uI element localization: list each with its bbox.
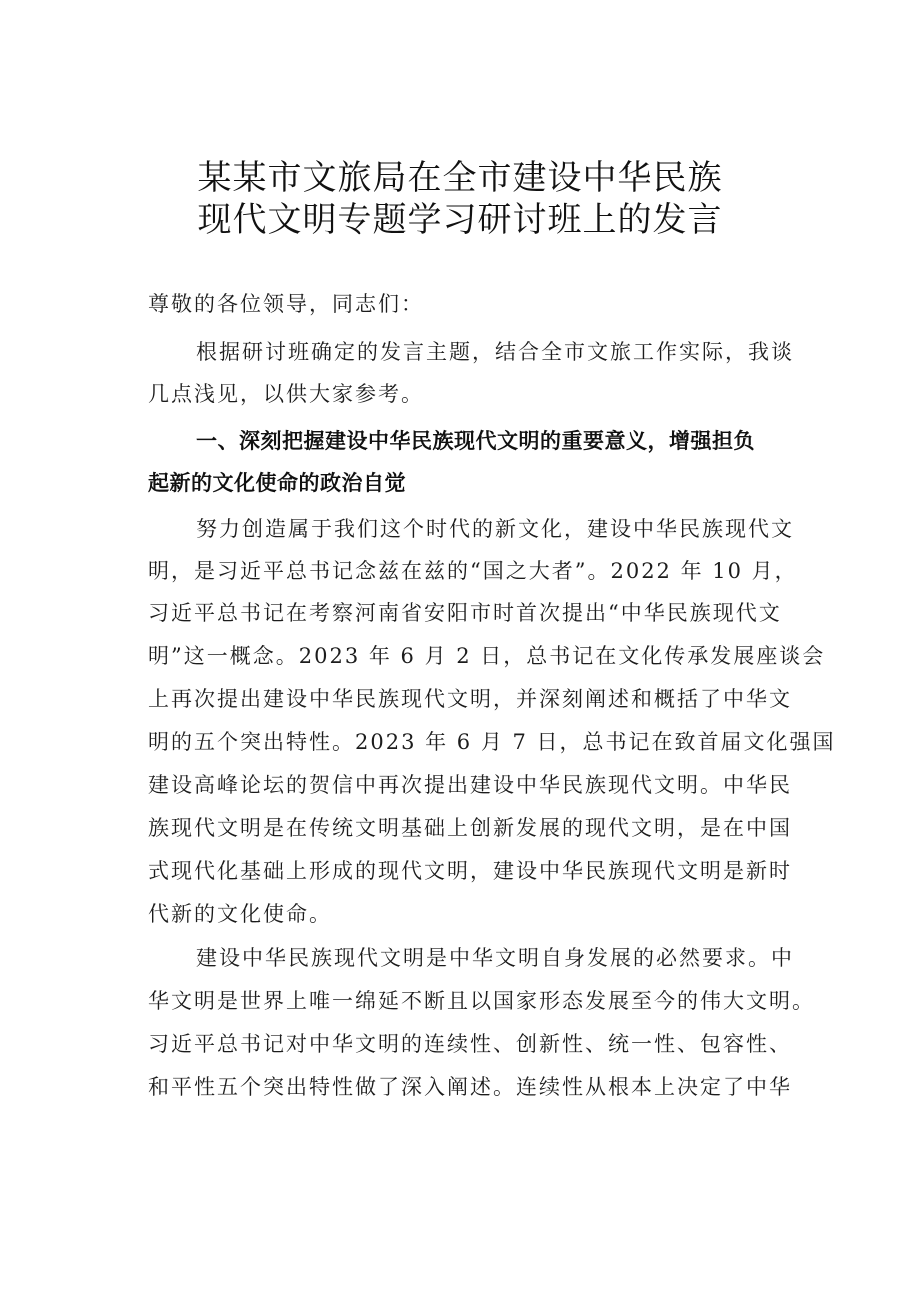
body-line: 努力创造属于我们这个时代的新文化，建设中华民族现代文 (196, 517, 794, 541)
body-line: 明的五个突出特性。2023 年 6 月 7 日，总书记在致首届文化强国 (148, 730, 836, 754)
body-line: 建设高峰论坛的贺信中再次提出建设中华民族现代文明。中华民 (148, 773, 792, 797)
body-line: 习近平总书记对中华文明的连续性、创新性、统一性、包容性、 (148, 1032, 792, 1056)
body-line: 族现代文明是在传统文明基础上创新发展的现代文明，是在中国 (148, 816, 792, 840)
document-title-line-1: 某某市文旅局在全市建设中华民族 (197, 158, 723, 198)
section-heading: 起新的文化使命的政治自觉 (148, 471, 406, 495)
document-title-line-2: 现代文明专题学习研讨班上的发言 (197, 200, 723, 240)
body-line: 代新的文化使命。 (148, 902, 332, 926)
body-line: 式现代化基础上形成的现代文明，建设中华民族现代文明是新时 (148, 859, 792, 883)
body-line: 习近平总书记在考察河南省安阳市时首次提出“中华民族现代文 (148, 601, 782, 625)
body-line: 明，是习近平总书记念兹在兹的“国之大者”。2022 年 10 月， (148, 559, 798, 583)
salutation: 尊敬的各位领导，同志们： (148, 292, 424, 316)
section-heading: 一、深刻把握建设中华民族现代文明的重要意义，增强担负 (196, 429, 755, 453)
body-line: 和平性五个突出特性做了深入阐述。连续性从根本上决定了中华 (148, 1075, 792, 1099)
body-line: 几点浅见，以供大家参考。 (148, 382, 424, 406)
body-line: 根据研讨班确定的发言主题，结合全市文旅工作实际，我谈 (196, 340, 794, 364)
body-line: 华文明是世界上唯一绵延不断且以国家形态发展至今的伟大文明。 (148, 989, 815, 1013)
body-line: 明”这一概念。2023 年 6 月 2 日，总书记在文化传承发展座谈会 (148, 644, 826, 668)
body-line: 建设中华民族现代文明是中华文明自身发展的必然要求。中 (196, 946, 794, 970)
body-line: 上再次提出建设中华民族现代文明，并深刻阐述和概括了中华文 (148, 687, 792, 711)
